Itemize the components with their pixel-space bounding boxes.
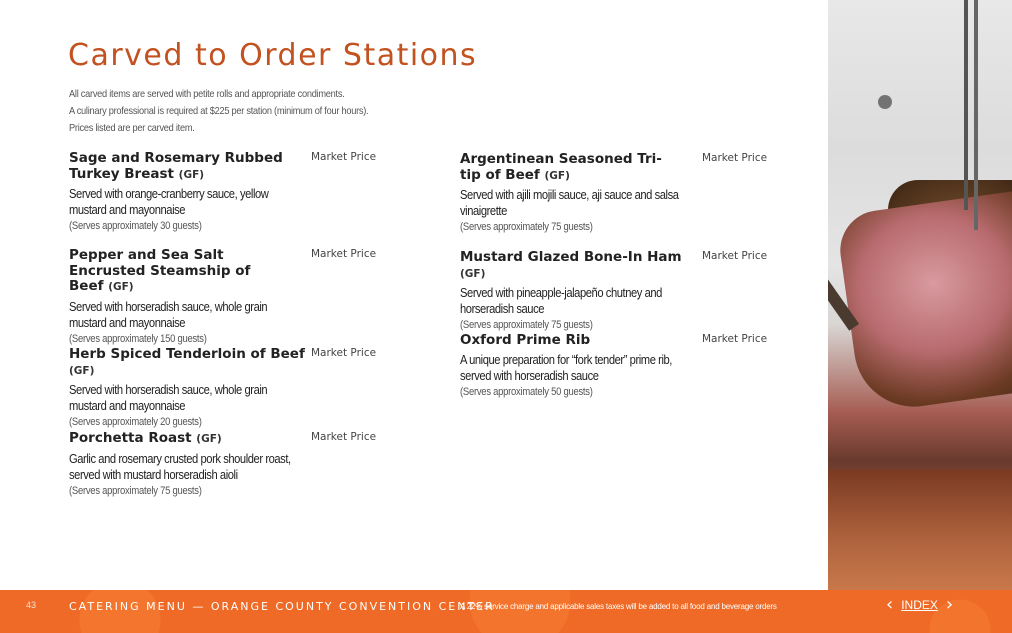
- chef-jacket-button: [878, 95, 892, 109]
- menu-item: [69, 151, 389, 234]
- item-price: Market Price: [311, 431, 377, 443]
- gluten-free-tag: (GF): [196, 433, 222, 445]
- chevron-left-icon[interactable]: ‹: [886, 594, 894, 615]
- item-name: Sage and Rosemary Rubbed Turkey Breast (GF): [69, 150, 283, 182]
- item-serves: (Serves approximately 75 guests): [69, 484, 202, 497]
- item-description: Served with horseradish sauce, whole grain mustard and mayonnaise: [69, 382, 268, 413]
- item-price: Market Price: [311, 347, 377, 359]
- page-navigation: [886, 596, 953, 614]
- gluten-free-tag: (GF): [178, 168, 205, 181]
- chevron-right-icon[interactable]: ›: [945, 594, 954, 615]
- item-price: Market Price: [311, 151, 377, 163]
- menu-item: [69, 431, 389, 499]
- item-serves: (Serves approximately 50 guests): [460, 385, 593, 398]
- item-serves: (Serves approximately 75 guests): [460, 319, 593, 331]
- item-description: Served with orange-cranberry sauce, yellow mustard and mayonnaise: [69, 186, 269, 217]
- item-price: Market Price: [311, 248, 377, 260]
- item-description: Served with pineapple-jalapeño chutney and horseradish sauce: [460, 285, 662, 316]
- menu-item: [69, 248, 389, 347]
- item-name: Pepper and Sea Salt Encrusted Steamship of Beef (GF): [69, 247, 251, 294]
- item-name: Porchetta Roast (GF): [69, 430, 222, 446]
- menu-item: [69, 347, 389, 430]
- carved-roast-photo: [828, 0, 1012, 590]
- menu-item: [460, 152, 780, 235]
- item-description: A unique preparation for “fork tender” prime rib, served with horseradish sauce: [460, 351, 672, 383]
- item-name: Mustard Glazed Bone-In Ham (GF): [460, 249, 682, 280]
- intro-line: All carved items are served with petite rolls and appropriate condiments.: [69, 88, 345, 100]
- item-name: Oxford Prime Rib: [460, 332, 591, 348]
- footer-bar: [0, 590, 1012, 633]
- index-link[interactable]: INDEX: [901, 598, 938, 612]
- item-serves: (Serves approximately 75 guests): [460, 221, 593, 233]
- roast-slice: [835, 186, 1012, 415]
- intro-line: Prices listed are per carved item.: [69, 122, 195, 134]
- menu-item: [460, 333, 780, 400]
- carving-fork-icon: [964, 0, 968, 210]
- cutting-board: [828, 470, 1012, 590]
- gluten-free-tag: (GF): [69, 364, 95, 377]
- item-price: Market Price: [702, 333, 768, 345]
- footer-brand: CATERING MENU — ORANGE COUNTY CONVENTION CENTER: [69, 600, 495, 613]
- carving-fork-tine: [974, 0, 978, 230]
- page-title: Carved to Order Stations: [68, 38, 478, 73]
- item-description: Served with ajili mojili sauce, aji sauce and salsa vinaigrette: [460, 187, 679, 218]
- item-name: Argentinean Seasoned Tri-tip of Beef (GF): [460, 151, 662, 183]
- item-description: Served with horseradish sauce, whole grain mustard and mayonnaise: [69, 298, 268, 330]
- gluten-free-tag: (GF): [460, 267, 486, 280]
- intro-line: A culinary professional is required at $225 per station (minimum of four hours).: [69, 105, 369, 117]
- item-serves: (Serves approximately 150 guests): [69, 332, 207, 345]
- service-charge-notice: A 22% service charge and applicable sales taxes will be added to all food and beverage orders: [460, 602, 777, 611]
- gluten-free-tag: (GF): [544, 169, 570, 182]
- intro-text: [69, 86, 469, 137]
- item-serves: (Serves approximately 30 guests): [69, 220, 202, 232]
- menu-item: [460, 250, 780, 333]
- page-number: 43: [26, 600, 37, 610]
- item-name: Herb Spiced Tenderloin of Beef (GF): [69, 346, 305, 377]
- gluten-free-tag: (GF): [108, 281, 134, 293]
- item-description: Garlic and rosemary crusted pork shoulder roast, served with mustard horseradish aioli: [69, 450, 291, 482]
- item-price: Market Price: [702, 250, 768, 262]
- item-serves: (Serves approximately 20 guests): [69, 416, 202, 428]
- item-price: Market Price: [702, 152, 768, 164]
